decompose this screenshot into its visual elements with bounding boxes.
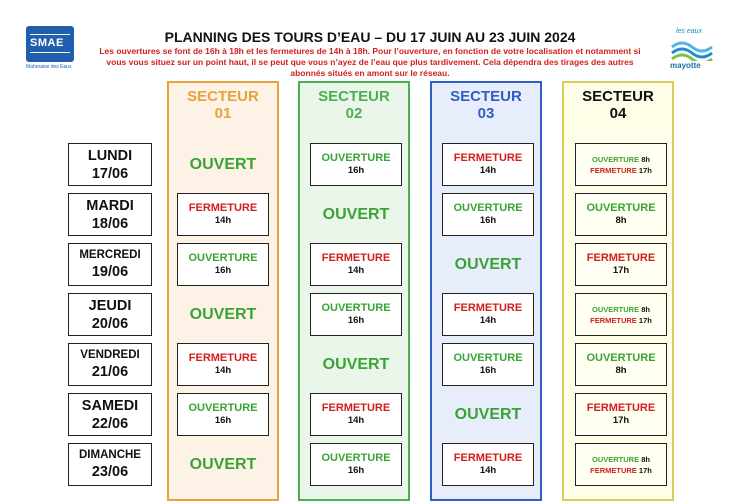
cell-hour: 14h <box>347 265 365 276</box>
day-name: MARDI <box>86 197 134 214</box>
cell-status: FERMETURE <box>586 402 656 414</box>
cell-status: OUVERTURE <box>586 352 656 364</box>
cell-status: FERMETURE <box>188 352 258 364</box>
s1-vendredi-cell <box>177 343 269 386</box>
s3-mardi-cell <box>442 193 534 236</box>
cell-hour: 14h <box>214 365 232 376</box>
cell-hour: 14h <box>479 165 497 176</box>
s2-jeudi-cell <box>310 293 402 336</box>
day-date: 22/06 <box>91 415 129 432</box>
day-date: 23/06 <box>91 464 129 480</box>
day-label-samedi <box>68 393 152 436</box>
cell-hour: 14h <box>347 415 365 426</box>
cell-status: OUVERTURE <box>592 454 640 464</box>
day-name: MERCREDI <box>79 249 141 261</box>
day-label-dimanche <box>68 443 152 486</box>
cell-status: OUVERTURE <box>188 252 258 264</box>
eaux-mayotte-logo-line1: les eaux <box>676 28 703 35</box>
cell-status: OUVERT <box>454 255 522 273</box>
sector-02-label: SECTEUR <box>318 88 390 105</box>
cell-hour: 8h <box>641 304 650 314</box>
cell-status: FERMETURE <box>453 152 523 164</box>
day-date: 17/06 <box>91 165 129 182</box>
cell-status: OUVERTURE <box>586 202 656 214</box>
s1-jeudi-cell <box>177 293 269 336</box>
cell-status: FERMETURE <box>188 202 258 214</box>
day-date: 19/06 <box>91 264 129 280</box>
cell-status: OUVERTURE <box>188 402 258 414</box>
s1-mercredi-cell <box>177 243 269 286</box>
cell-status: OUVERTURE <box>592 304 640 314</box>
s4-samedi-cell <box>575 393 667 436</box>
s2-vendredi-cell <box>310 343 402 386</box>
cell-status: FERMETURE <box>453 452 523 464</box>
smae-logo <box>26 26 76 78</box>
sector-04-number: 04 <box>609 105 627 122</box>
cell-status: OUVERTURE <box>453 202 523 214</box>
day-date: 21/06 <box>91 364 129 380</box>
cell-hour: 16h <box>347 165 365 176</box>
day-name: JEUDI <box>88 297 132 314</box>
sector-02-number: 02 <box>345 105 363 122</box>
day-label-lundi <box>68 143 152 186</box>
sector-03-header <box>432 88 540 122</box>
notice-text: Les ouvertures se font de 16h à 18h et les fermetures de 14h à 18h. Pour l’ouverture, en fonction de votre localisation et notamment si vous vous situez sur un point haut, il se peut que vous n’ayez de l’eau que plus tardivement. Cela dépendra des tirages des autres abonnés situés en amont sur le réseau. <box>99 46 641 78</box>
sector-01-header <box>169 88 277 122</box>
cell-line <box>590 465 652 476</box>
smae-logo-text: SMAE <box>30 37 64 49</box>
s4-vendredi-cell <box>575 343 667 386</box>
s1-dimanche-cell <box>177 443 269 486</box>
day-label-jeudi <box>68 293 152 336</box>
cell-hour: 17h <box>612 415 630 426</box>
s1-samedi-cell <box>177 393 269 436</box>
waves-icon <box>670 39 714 61</box>
cell-status: FERMETURE <box>586 252 656 264</box>
eaux-mayotte-logo-line2: mayotte <box>670 61 701 70</box>
s2-samedi-cell <box>310 393 402 436</box>
cell-hour: 16h <box>347 465 365 476</box>
cell-status: OUVERT <box>189 455 257 473</box>
cell-status: OUVERTURE <box>321 152 391 164</box>
cell-hour: 16h <box>214 265 232 276</box>
cell-status: OUVERT <box>189 155 257 173</box>
day-name: SAMEDI <box>81 397 139 414</box>
s2-mardi-cell <box>310 193 402 236</box>
cell-line <box>590 315 652 326</box>
day-label-mercredi <box>68 243 152 286</box>
cell-line <box>590 165 652 176</box>
cell-status: OUVERT <box>454 405 522 423</box>
cell-status: OUVERTURE <box>592 154 640 164</box>
day-name: LUNDI <box>87 147 133 164</box>
cell-hour: 8h <box>615 215 627 226</box>
cell-hour: 14h <box>479 315 497 326</box>
cell-line <box>592 154 650 165</box>
sector-03-number: 03 <box>477 105 495 122</box>
s4-mardi-cell <box>575 193 667 236</box>
cell-hour: 14h <box>214 215 232 226</box>
s4-jeudi-cell <box>575 293 667 336</box>
cell-hour: 17h <box>612 265 630 276</box>
sector-02-header <box>300 88 408 122</box>
day-date: 18/06 <box>91 215 129 232</box>
cell-status: FERMETURE <box>321 252 391 264</box>
s3-vendredi-cell <box>442 343 534 386</box>
cell-status: OUVERT <box>322 355 390 373</box>
cell-status: FERMETURE <box>590 465 637 475</box>
cell-hour: 8h <box>641 154 650 164</box>
s3-jeudi-cell <box>442 293 534 336</box>
eaux-mayotte-logo <box>666 28 718 74</box>
smae-logo-caption: Mahoraise des Eaux <box>26 64 72 70</box>
cell-hour: 17h <box>638 165 652 175</box>
cell-status: OUVERT <box>189 305 257 323</box>
cell-hour: 17h <box>638 465 652 475</box>
day-label-vendredi <box>68 343 152 386</box>
cell-hour: 14h <box>479 465 497 476</box>
cell-status: FERMETURE <box>590 165 637 175</box>
sector-04-header <box>564 88 672 122</box>
cell-hour: 16h <box>479 215 497 226</box>
day-name: VENDREDI <box>80 349 140 361</box>
s2-mercredi-cell <box>310 243 402 286</box>
page-title: PLANNING DES TOURS D’EAU – DU 17 JUIN AU 23 JUIN 2024 <box>164 29 576 45</box>
cell-hour: 8h <box>641 454 650 464</box>
cell-hour: 16h <box>214 415 232 426</box>
day-name: DIMANCHE <box>79 449 141 461</box>
s3-samedi-cell <box>442 393 534 436</box>
sector-03-label: SECTEUR <box>450 88 522 105</box>
sector-01-number: 01 <box>214 105 232 122</box>
day-label-mardi <box>68 193 152 236</box>
s4-dimanche-cell <box>575 443 667 486</box>
cell-hour: 16h <box>347 315 365 326</box>
cell-status: OUVERTURE <box>453 352 523 364</box>
cell-status: FERMETURE <box>321 402 391 414</box>
sector-04-label: SECTEUR <box>582 88 654 105</box>
cell-hour: 16h <box>479 365 497 376</box>
s2-lundi-cell <box>310 143 402 186</box>
s2-dimanche-cell <box>310 443 402 486</box>
cell-status: FERMETURE <box>453 302 523 314</box>
s3-lundi-cell <box>442 143 534 186</box>
cell-status: OUVERTURE <box>321 302 391 314</box>
s3-dimanche-cell <box>442 443 534 486</box>
sector-01-label: SECTEUR <box>187 88 259 105</box>
cell-line <box>592 304 650 315</box>
cell-status: FERMETURE <box>590 315 637 325</box>
s3-mercredi-cell <box>442 243 534 286</box>
smae-logo-box <box>26 26 74 62</box>
day-date: 20/06 <box>91 315 129 332</box>
cell-line <box>592 454 650 465</box>
cell-status: OUVERT <box>322 205 390 223</box>
s1-mardi-cell <box>177 193 269 236</box>
s4-lundi-cell <box>575 143 667 186</box>
s1-lundi-cell <box>177 143 269 186</box>
cell-hour: 17h <box>638 315 652 325</box>
cell-status: OUVERTURE <box>321 452 391 464</box>
s4-mercredi-cell <box>575 243 667 286</box>
cell-hour: 8h <box>615 365 627 376</box>
